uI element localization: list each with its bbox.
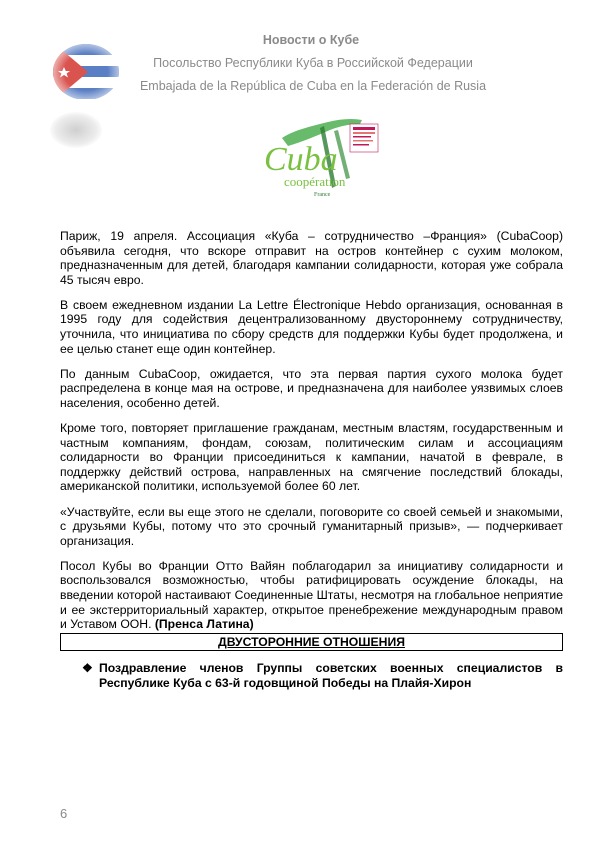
page-number: 6	[60, 806, 68, 821]
last-paragraph-text: Посол Кубы во Франции Отто Вайян поблагодарил за инициативу солидарности и воспользовался возможностью, чтобы ратифицировать осуждение блокады, на введении которой настаивают Соединенные Штаты, несмотря на глобальное неприятие и ее экстерриториальный характер, открытое пренебрежение международным правом и Уставом ООН.	[60, 558, 563, 632]
header-embassy-ru: Посольство Республики Куба в Российской Федерации	[153, 56, 473, 70]
logo-word-france: France	[314, 192, 331, 198]
cuba-cooperation-logo	[254, 116, 384, 200]
bullet-item	[82, 661, 563, 691]
article-body	[60, 229, 563, 642]
article-paragraph: «Участвуйте, если вы еще этого не сделали, поговорите со своей семьей и знакомыми, с друзьями Кубы, потому что это срочный гуманитарный призыв», — подчеркивает организация.	[60, 504, 563, 548]
cuba-flag-emblem	[50, 40, 122, 104]
article-paragraph: По данным CubaCoop, ожидается, что эта первая партия сухого молока будет распределена в конце мая на острове, и предназначена для наиболее уязвимых слоев населения, особенно детей.	[60, 366, 563, 410]
header-title: Новости о Кубе	[262, 33, 360, 47]
source-credit: (Пренса Латина)	[154, 617, 254, 632]
bullet-text: Поздравление членов Группы советских военных специалистов в Республике Куба с 63-й годовщиной Победы на Плайя-Хирон	[99, 661, 563, 690]
logo-word-cuba: Cuba	[264, 141, 338, 178]
diamond-bullet-icon: ❖	[82, 661, 93, 675]
logo-word-cooperation: coopération	[284, 174, 346, 189]
section-heading: ДВУСТОРОННИЕ ОТНОШЕНИЯ	[60, 633, 563, 651]
article-paragraph: В своем ежедневном издании La Lettre Électronique Hebdo организация, основанная в 1995 году для содействия децентрализованному двустороннему сотрудничеству, уточнила, что инициатива по сбору средств для поддержки Кубы будет продолжена, и ее целью станет еще один контейнер.	[60, 297, 563, 356]
article-paragraph: Кроме того, повторяет приглашение гражданам, местным властям, государственным и частным компаниям, фондам, союзам, политическим силам и ассоциациям солидарности во Франции присоединиться к кампании, начатой в феврале, в поддержку действий острова, направленных на смягчение последствий блокады, американской политики, используемой более 60 лет.	[60, 421, 563, 494]
article-paragraph-last	[60, 559, 563, 632]
header-embassy-es: Embajada de la República de Cuba en la Federación de Rusia	[139, 79, 487, 93]
article-paragraph: Париж, 19 апреля. Ассоциация «Куба – сотрудничество –Франция» (CubaCoop) объявила сегодня, что вскоре отправит на остров контейнер с сухим молоком, предназначенным для детей, благодаря кампании солидарности, которая уже собрала 45 тысяч евро.	[60, 229, 563, 287]
decorative-shadow	[50, 112, 102, 148]
page-header	[0, 0, 608, 220]
